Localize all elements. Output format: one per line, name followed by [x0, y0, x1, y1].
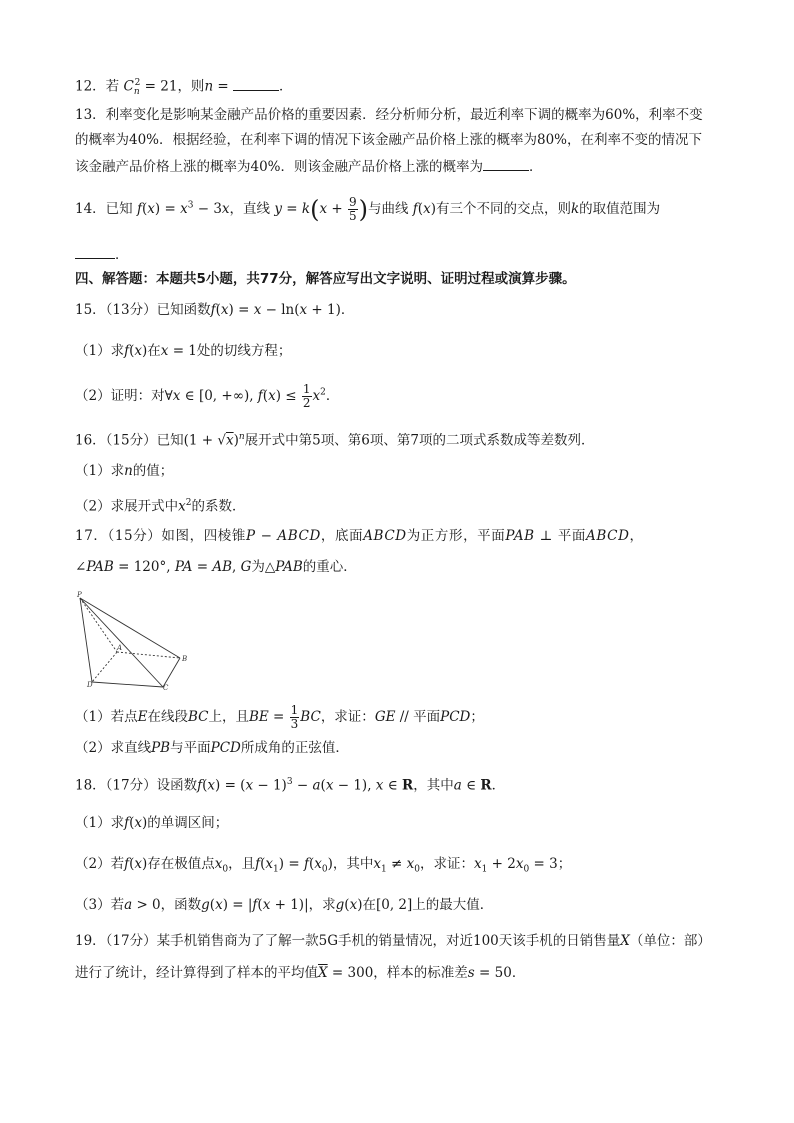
question-17-line2: ∠PAB = 120°, PA = AB, G为△PAB的重心．	[75, 559, 357, 575]
edge-CB	[163, 658, 180, 687]
question-18-part3: （3）若a > 0，函数g(x) = |f(x + 1)|，求g(x)在[0, 2]上的最大值．	[75, 897, 494, 913]
question-14-answer-line: ．	[75, 244, 129, 264]
question-13-line2: 的概率为40%．根据经验，在利率下调的情况下该金融产品价格上涨的概率为80%，在利率不变的情况下	[75, 132, 703, 148]
question-18-part1: （1）求f(x)的单调区间；	[75, 815, 229, 831]
question-16-part1: （1）求n的值；	[75, 463, 174, 479]
pyramid-figure	[75, 590, 195, 690]
edge-AD	[92, 652, 117, 682]
label-A: A	[117, 644, 123, 652]
edge-PC	[80, 598, 163, 687]
question-18-part2: （2）若f(x)存在极值点$x_0$，且$f(x_1) = f(x_0)$，其中$x_1 \ne x_0$，求证：$x_1 + 2x_0 = 3$；	[75, 856, 572, 875]
question-16: 16．（15分）已知$(1 + √x)^n$展开式中第5项、第6项、第7项的二项式系数成等差数列．	[75, 432, 595, 449]
edge-PD	[80, 598, 92, 682]
edge-DC	[92, 682, 163, 687]
question-15-part2: （2）证明：对∀x ∈ [0, +∞), f(x) ≤ $\frac{1}{2}$ $x^2$．	[75, 382, 340, 410]
question-14: 14．已知 $f(x) = x^3 - 3x$，直线 y = k(x + $\frac{9}{5}$ )与曲线 f(x)有三个不同的交点，则k的取值范围为	[75, 195, 661, 224]
question-13-line3: 该金融产品价格上涨的概率为40%．则该金融产品价格上涨的概率为 ．	[75, 156, 543, 176]
question-16-part2: （2）求展开式中$x^2$的系数．	[75, 498, 246, 515]
fraction-9-5: $\frac{9}{5}$	[348, 195, 357, 223]
question-13-line1: 13．利率变化是影响某金融产品价格的重要因素．经分析师分析，最近利率下调的概率为60%，利率不变	[75, 107, 703, 123]
question-15: 15．（13分）已知函数f(x) = x − ln(x + 1)．	[75, 302, 355, 318]
answer-blank[interactable]	[75, 244, 115, 259]
label-C: C	[163, 684, 169, 690]
question-17-line1: 17．（15分）如图，四棱锥P − ABCD，底面ABCD为正方形，平面PAB ⊥ 平面ABCD，	[75, 528, 644, 544]
question-17-part1: （1）若点E在线段BC上，且BE = $\frac{1}{3}$ BC，求证：GE // 平面PCD；	[75, 703, 484, 731]
question-19-line1: 19．（17分）某手机销售商为了了解一款5G手机的销量情况，对近100天该手机的日销售量X（单位：部）	[75, 933, 711, 949]
fraction-1-2: $\frac{1}{2}$	[302, 382, 311, 410]
answer-blank[interactable]	[233, 76, 279, 91]
label-P: P	[77, 591, 82, 599]
edge-PB	[80, 598, 180, 658]
label-B: B	[182, 655, 188, 663]
edge-PA	[80, 598, 117, 652]
edge-AB	[117, 652, 180, 658]
question-12: 12．若 $C_n^2 = 21$，则n = ．	[75, 74, 293, 101]
question-17-part2: （2）求直线PB与平面PCD所成角的正弦值．	[75, 740, 349, 756]
question-19-line2: 进行了统计，经计算得到了样本的平均值$\overline{X} = 300$，样本的标准差s = 50．	[75, 965, 526, 981]
section-heading: 四、解答题：本题共5小题，共77分，解答应写出文字说明、证明过程或演算步骤。	[75, 271, 576, 287]
question-18: 18．（17分）设函数$f(x) = (x - 1)^3 - a(x - 1)$, x ∈ R，其中a ∈ R．	[75, 777, 506, 794]
answer-blank[interactable]	[483, 156, 529, 171]
question-15-part1: （1）求f(x)在x = 1处的切线方程；	[75, 343, 292, 359]
label-D: D	[87, 681, 93, 689]
fraction-1-3: $\frac{1}{3}$	[290, 703, 299, 731]
